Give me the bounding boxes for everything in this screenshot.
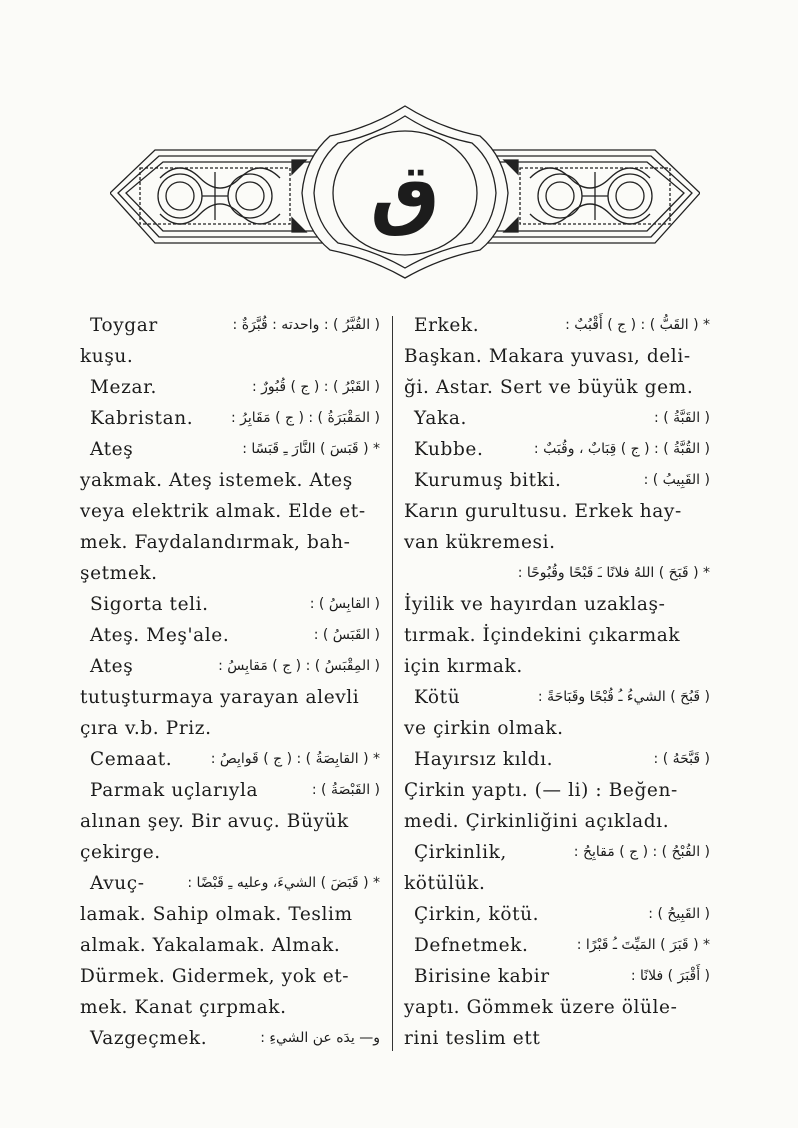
turkish-definition: Yaka. xyxy=(414,408,467,429)
dictionary-line xyxy=(80,961,380,992)
arabic-headword: ( قَبُحَ ) الشيءُ ـُ قُبْحًا وقَبَاحَةً : xyxy=(537,689,710,705)
dictionary-line xyxy=(404,775,710,806)
turkish-definition: mek. Kanat çırpmak. xyxy=(80,997,287,1018)
dictionary-line xyxy=(80,434,380,465)
turkish-definition: şetmek. xyxy=(80,563,158,584)
turkish-definition: Sigorta teli. xyxy=(90,594,209,615)
turkish-definition: medi. Çirkinliğini açıkladı. xyxy=(404,811,670,832)
left-arabesque-panel xyxy=(140,168,290,224)
dictionary-line xyxy=(404,961,710,992)
dictionary-line xyxy=(80,403,380,434)
arabic-headword: * ( قَبَحَ ) اللهُ فلانًا ـَ قَبْحًا وقُبُوحًا : xyxy=(517,565,710,581)
dictionary-line xyxy=(404,434,710,465)
turkish-definition: Çirkin yaptı. (— li) : Beğen- xyxy=(404,780,678,801)
turkish-definition: ve çirkin olmak. xyxy=(404,718,564,739)
dictionary-line xyxy=(80,682,380,713)
arabic-headword: ( القَبَّةُ ) : xyxy=(654,410,710,426)
turkish-definition: Dürmek. Gidermek, yok et- xyxy=(80,966,350,987)
turkish-definition: yakmak. Ateş istemek. Ateş xyxy=(80,470,353,491)
dictionary-line xyxy=(404,682,710,713)
turkish-definition: tırmak. İçindekini çıkarmak xyxy=(404,625,681,646)
dictionary-line xyxy=(404,341,710,372)
turkish-definition: almak. Yakalamak. Almak. xyxy=(80,935,341,956)
dictionary-line xyxy=(80,992,380,1023)
arabic-headword: ( القابِسُ ) : xyxy=(309,596,380,612)
dictionary-line xyxy=(404,930,710,961)
arabic-headword: ( القُبْحُ ) : ( ج ) مَقابِحُ : xyxy=(573,844,710,860)
turkish-definition: ği. Astar. Sert ve büyük gem. xyxy=(404,377,694,398)
dictionary-line xyxy=(80,775,380,806)
dictionary-line xyxy=(404,372,710,403)
turkish-definition: Kubbe. xyxy=(414,439,484,460)
dictionary-line xyxy=(404,620,710,651)
arabic-headword: ( القَبِيحُ ) : xyxy=(648,906,710,922)
dictionary-line xyxy=(80,1023,380,1054)
dictionary-line xyxy=(80,310,380,341)
ornament-header xyxy=(110,98,700,284)
turkish-definition: Kabristan. xyxy=(90,408,194,429)
column-divider xyxy=(392,316,393,1051)
dictionary-line xyxy=(404,899,710,930)
arabic-headword: ( المَقْبَرَةُ ) : ( ج ) مَقَابِرُ : xyxy=(230,410,380,426)
arabic-headword: ( قَبَّحَهُ ) : xyxy=(653,751,710,767)
dictionary-line xyxy=(80,341,380,372)
dictionary-line xyxy=(404,558,710,589)
dictionary-line xyxy=(80,806,380,837)
turkish-definition: Kötü xyxy=(414,687,461,708)
turkish-definition: tutuşturmaya yarayan alevli xyxy=(80,687,360,708)
dictionary-line xyxy=(80,527,380,558)
arabic-headword: * ( قَبَضَ ) الشيءَ، وعليه ـِ قَبْضًا : xyxy=(187,875,380,891)
turkish-definition: çıra v.b. Priz. xyxy=(80,718,212,739)
dictionary-line xyxy=(80,372,380,403)
arabic-headword: ( القَبَسُ ) : xyxy=(313,627,380,643)
dictionary-line xyxy=(80,651,380,682)
dictionary-line xyxy=(404,589,710,620)
dictionary-line xyxy=(404,310,710,341)
turkish-definition: Parmak uçlarıyla xyxy=(90,780,259,801)
dictionary-line xyxy=(80,620,380,651)
turkish-definition: Defnetmek. xyxy=(414,935,529,956)
ornament-letter: ق xyxy=(370,148,440,238)
turkish-definition: Hayırsız kıldı. xyxy=(414,749,554,770)
arabic-headword: * ( القابِصَةُ ) : ( ج ) قَوابِصُ : xyxy=(210,751,380,767)
turkish-definition: rini teslim ett xyxy=(404,1028,541,1049)
dictionary-line xyxy=(80,837,380,868)
arabic-headword: * ( القَبُّ ) : ( ج ) أَقْبُبٌ : xyxy=(565,317,710,333)
turkish-definition: Karın gurultusu. Erkek hay- xyxy=(404,501,682,522)
turkish-definition: van kükremesi. xyxy=(404,532,556,553)
dictionary-line xyxy=(80,465,380,496)
turkish-definition: Avuç- xyxy=(90,873,145,894)
dictionary-line xyxy=(404,1023,710,1054)
turkish-definition: İyilik ve hayırdan uzaklaş- xyxy=(404,594,666,615)
dictionary-line xyxy=(404,713,710,744)
arabic-headword: ( أَقْبَرَ ) فلانًا : xyxy=(630,968,710,984)
dictionary-line xyxy=(404,992,710,1023)
arabic-headword: ( المِقْبَسُ ) : ( ج ) مَقابِسُ : xyxy=(218,658,380,674)
turkish-definition: Kurumuş bitki. xyxy=(414,470,562,491)
turkish-definition: Erkek. xyxy=(414,315,480,336)
dictionary-line xyxy=(404,527,710,558)
dictionary-line xyxy=(80,713,380,744)
turkish-definition: kuşu. xyxy=(80,346,134,367)
dictionary-line xyxy=(404,465,710,496)
dictionary-line xyxy=(80,589,380,620)
turkish-definition: Ateş. Meş'ale. xyxy=(90,625,230,646)
arabic-headword: ( القُبَّرُ ) : واحدته : قُبَّرَةٌ : xyxy=(232,317,380,333)
dictionary-line xyxy=(404,403,710,434)
dictionary-line xyxy=(80,868,380,899)
arabic-headword: ( القَبْرُ ) : ( ج ) قُبُورٌ : xyxy=(251,379,380,395)
right-column xyxy=(404,310,710,1054)
dictionary-line xyxy=(80,558,380,589)
arabic-headword: * ( قَبَسَ ) النَّارَ ـِ قَبَسًا : xyxy=(242,441,380,457)
turkish-definition: çekirge. xyxy=(80,842,161,863)
arabic-headword: * ( قَبَرَ ) المَيِّتَ ـُ قَبْرًا : xyxy=(576,937,710,953)
turkish-definition: alınan şey. Bir avuç. Büyük xyxy=(80,811,349,832)
right-arabesque-panel xyxy=(520,168,670,224)
dictionary-line xyxy=(80,744,380,775)
turkish-definition: Çirkinlik, xyxy=(414,842,507,863)
dictionary-line xyxy=(80,496,380,527)
turkish-definition: Çirkin, kötü. xyxy=(414,904,540,925)
turkish-definition: Mezar. xyxy=(90,377,157,398)
dictionary-line xyxy=(80,930,380,961)
arabic-headword: و— يدَه عن الشيءِ : xyxy=(260,1030,380,1046)
dictionary-line xyxy=(404,868,710,899)
turkish-definition: Birisine kabir xyxy=(414,966,550,987)
arabic-headword: ( القُبَّةُ ) : ( ج ) قِبَابٌ ، وقُبَبٌ : xyxy=(533,441,710,457)
turkish-definition: mek. Faydalandırmak, bah- xyxy=(80,532,351,553)
turkish-definition: Ateş xyxy=(90,439,134,460)
dictionary-line xyxy=(80,899,380,930)
arabic-headword: ( القَبِيبُ ) : xyxy=(643,472,710,488)
dictionary-line xyxy=(404,837,710,868)
dictionary-line xyxy=(404,806,710,837)
left-column xyxy=(80,310,380,1054)
turkish-definition: Vazgeçmek. xyxy=(90,1028,208,1049)
turkish-definition: kötülük. xyxy=(404,873,486,894)
turkish-definition: için kırmak. xyxy=(404,656,523,677)
turkish-definition: yaptı. Gömmek üzere ölüle- xyxy=(404,997,678,1018)
dictionary-line xyxy=(404,496,710,527)
dictionary-line xyxy=(404,651,710,682)
turkish-definition: Başkan. Makara yuvası, deli- xyxy=(404,346,691,367)
turkish-definition: veya elektrik almak. Elde et- xyxy=(80,501,366,522)
arabic-headword: ( القَبْصَةُ ) : xyxy=(311,782,380,798)
turkish-definition: Cemaat. xyxy=(90,749,173,770)
turkish-definition: Ateş xyxy=(90,656,134,677)
turkish-definition: Toygar xyxy=(90,315,158,336)
turkish-definition: lamak. Sahip olmak. Teslim xyxy=(80,904,353,925)
dictionary-line xyxy=(404,744,710,775)
